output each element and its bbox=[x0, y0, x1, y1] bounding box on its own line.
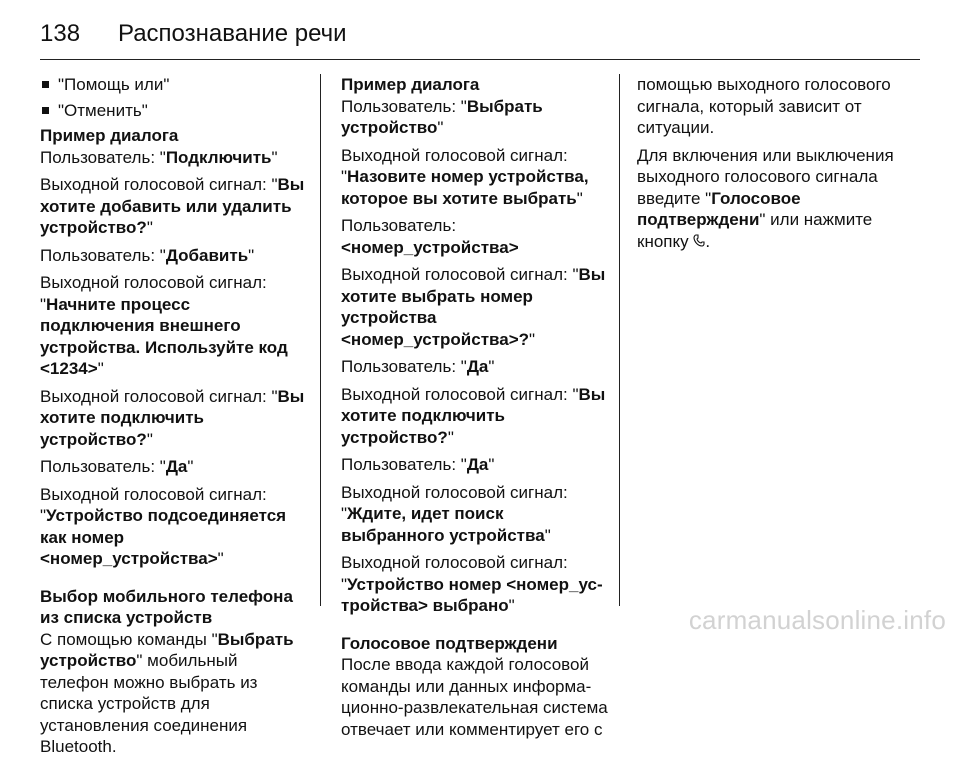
bullet-square-icon bbox=[42, 81, 49, 88]
dialog-line: Пользователь: <номер_устройства> bbox=[341, 216, 519, 257]
section-heading: Выбор мобильного телефона из списка устройств bbox=[40, 586, 293, 627]
dialog-line: Пользователь: "Да" bbox=[341, 357, 495, 376]
section-heading: Голосовое подтверждени bbox=[341, 633, 558, 653]
example-heading: Пример диалога bbox=[40, 126, 179, 145]
dialog-line: Пользователь: "Да" bbox=[40, 457, 194, 476]
dialog-line: Выходной голосовой сигнал: "Ждите, идет поиск выбранного устройства" bbox=[341, 482, 568, 545]
column-3 bbox=[637, 74, 905, 259]
dialog-line: Пользователь: "Добавить" bbox=[40, 245, 255, 265]
column-divider-1 bbox=[320, 74, 321, 606]
page-title: Распознавание речи bbox=[118, 20, 347, 47]
dialog-line: Выходной голосовой сигнал: "Начните процесс подключения внешнего устройства. Используйте код <1234>" bbox=[40, 273, 288, 378]
column-1 bbox=[40, 74, 308, 764]
dialog-line: Выходной голосовой сигнал: "Вы хотите подключить устройство?" bbox=[40, 386, 305, 449]
paragraph: Для включения или выключения выходного голосового сигнала введите "Голосовое подтверждени" или нажмите кнопку . bbox=[637, 145, 894, 251]
phone-hook-icon bbox=[693, 234, 705, 251]
section-text: После ввода каждой голосовой команды или данных информационно-развлекательная система отвечает или комментирует его с bbox=[341, 655, 608, 739]
dialog-line: Выходной голосовой сигнал: "Вы хотите выбрать номер устройства <номер_устройства>?" bbox=[341, 265, 606, 349]
dialog-line: Выходной голосовой сигнал: "Устройство подсоединяется как номер <номер_устройства>" bbox=[40, 484, 287, 568]
bullet-text: "Отменить" bbox=[58, 100, 148, 120]
dialog-line: Пользователь: "Выбрать устройство" bbox=[341, 96, 543, 137]
dialog-line: Выходной голосовой сигнал: "Назовите номер устройства, которое вы хотите выбрать" bbox=[341, 145, 589, 208]
column-divider-2 bbox=[619, 74, 620, 606]
bullet-text: "Помощь или" bbox=[58, 75, 170, 94]
dialog-line: Пользователь: "Да" bbox=[341, 455, 495, 474]
dialog-line: Выходной голосовой сигнал: "Вы хотите подключить устройство?" bbox=[341, 384, 606, 447]
header-divider bbox=[40, 59, 920, 60]
page-number: 138 bbox=[40, 20, 81, 47]
bullet-item bbox=[40, 100, 308, 122]
dialog-line: Выходной голосовой сигнал: "Устройство номер <номер_устройства> выбрано" bbox=[341, 553, 603, 615]
dialog-line: Выходной голосовой сигнал: "Вы хотите добавить или удалить устройство?" bbox=[40, 175, 305, 237]
example-heading: Пример диалога bbox=[341, 75, 480, 94]
page-header bbox=[40, 14, 920, 54]
column-2 bbox=[341, 74, 609, 746]
paragraph: помощью выходного голосового сигнала, который зависит от ситуации. bbox=[637, 75, 891, 137]
watermark: carmanualsonline.info bbox=[688, 605, 946, 635]
section-text: С помощью команды "Выбрать устройство" мобильный телефон можно выбрать из списка устройств для установления соединения Bluetooth. bbox=[40, 629, 294, 756]
dialog-line: Пользователь: "Подключить" bbox=[40, 147, 278, 167]
bullet-item bbox=[40, 74, 308, 96]
bullet-square-icon bbox=[42, 107, 49, 114]
